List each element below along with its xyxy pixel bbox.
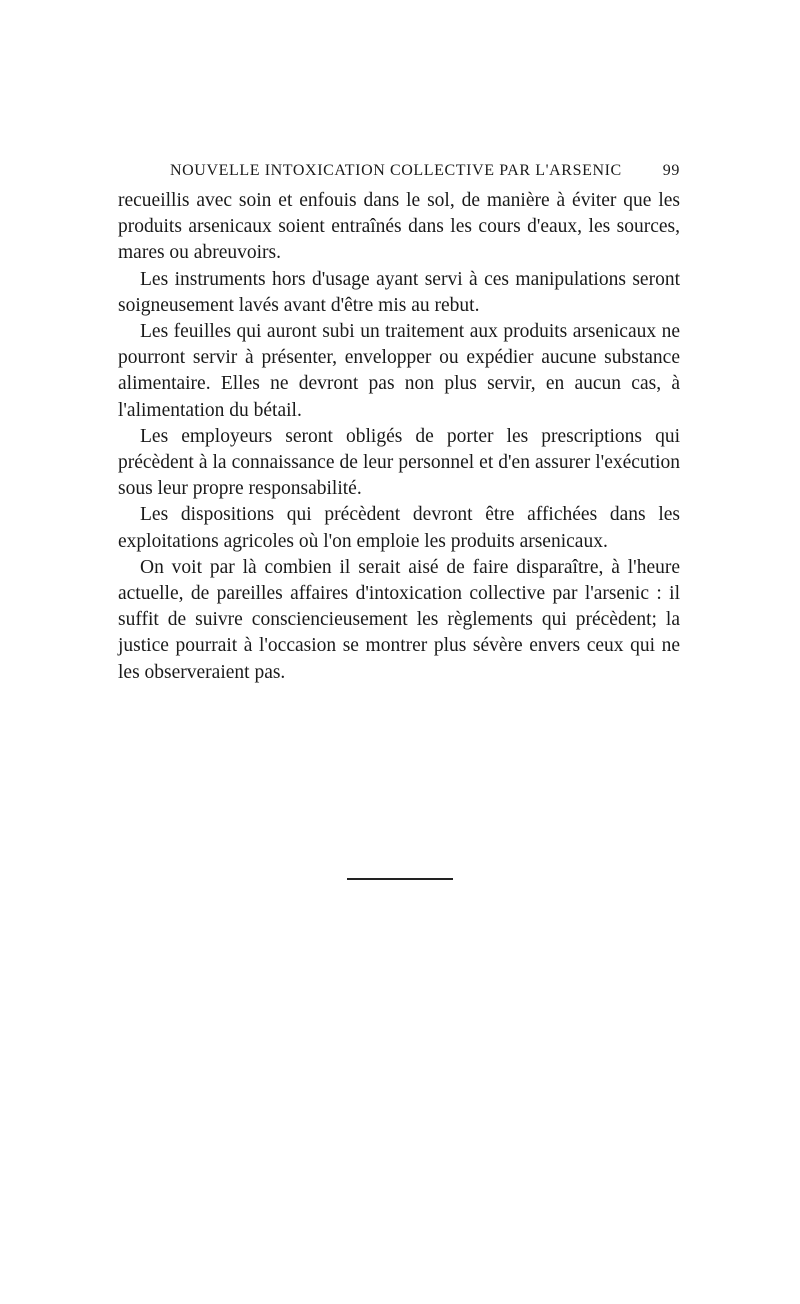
paragraph: Les feuilles qui auront subi un traitement aux produits arsenicaux ne pourront servir à présenter, envelopper ou expédier aucune substance alimentaire. Elles ne devront pas non plus servir, en aucun cas, à l'alimentation du bétail. bbox=[118, 321, 680, 421]
section-end-rule bbox=[347, 878, 453, 880]
page bbox=[118, 158, 680, 686]
paragraph: Les dispositions qui précèdent devront être affichées dans les exploitations agricoles où l'on emploie les produits arsenicaux. bbox=[118, 504, 680, 552]
paragraph-continued: recueillis avec soin et enfouis dans le sol, de manière à éviter que les produits arsenicaux soient entraînés dans les cours d'eaux, les sources, mares ou abreuvoirs. bbox=[118, 190, 680, 264]
paragraph: Les employeurs seront obligés de porter les prescriptions qui précèdent à la connaissance de leur personnel et d'en assurer l'exécution sous leur propre responsabilité. bbox=[118, 425, 680, 500]
running-head-title: NOUVELLE INTOXICATION COLLECTIVE PAR L'ARSENIC bbox=[170, 162, 622, 179]
paragraph: Les instruments hors d'usage ayant servi à ces manipulations seront soigneusement lavés avant d'être mis au rebut. bbox=[118, 268, 680, 316]
paragraph: On voit par là combien il serait aisé de faire disparaître, à l'heure actuelle, de pareilles affaires d'intoxication collective par l'arsenic : il suffit de suivre consciencieusement les règlements qui précèdent; la justice pourrait à l'occasion se montrer plus sévère envers ceux qui ne les observeraient pas. bbox=[118, 556, 680, 683]
body-text bbox=[118, 188, 680, 686]
page-number: 99 bbox=[662, 162, 680, 179]
running-head bbox=[118, 158, 680, 186]
